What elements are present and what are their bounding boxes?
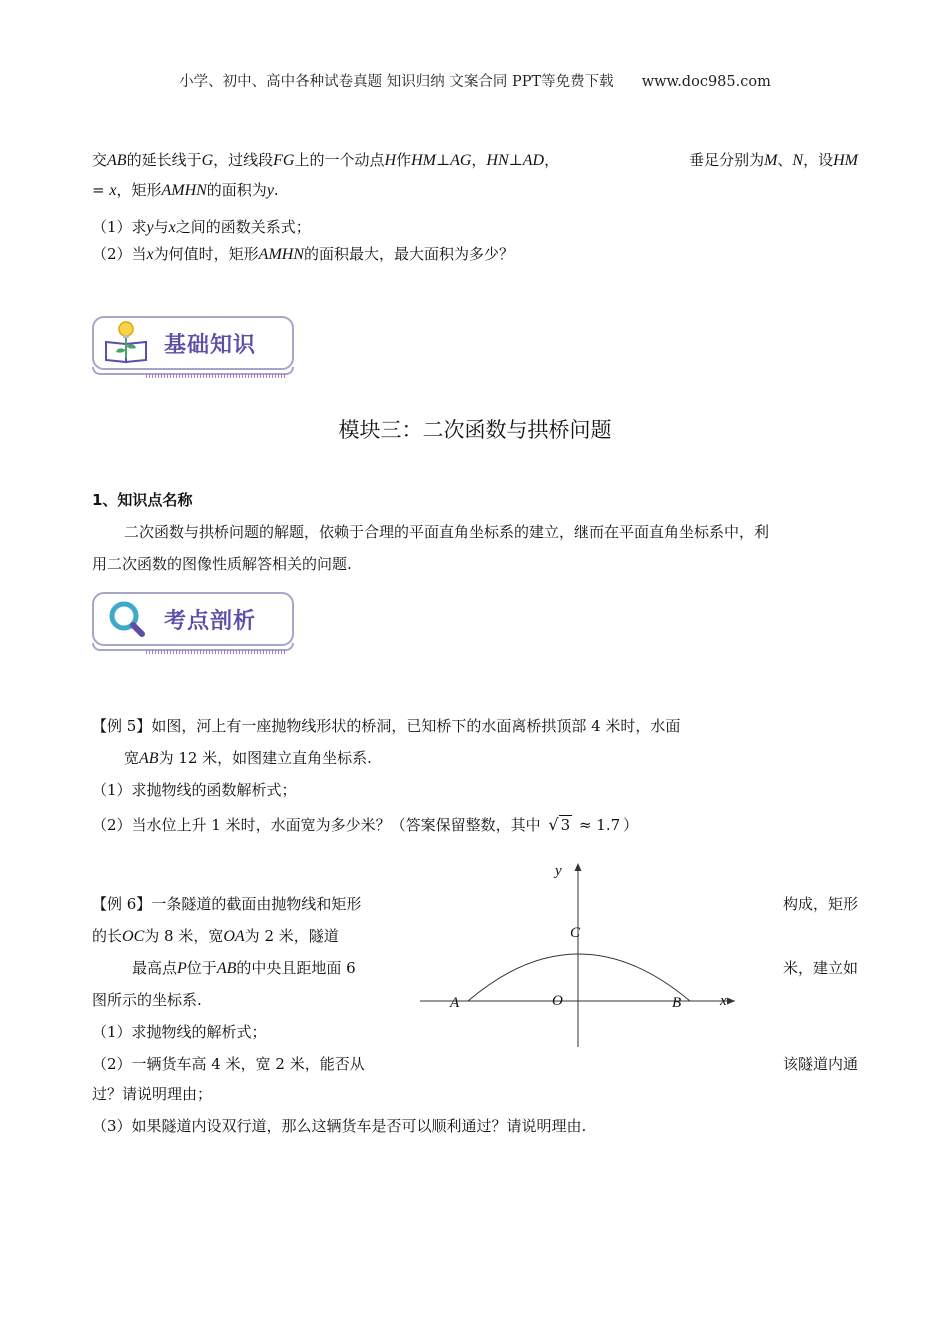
label-A: A xyxy=(450,995,460,1011)
prev-problem-q1: （1）求y与x之间的函数关系式； xyxy=(92,218,311,236)
section-paragraph-1: 二次函数与拱桥问题的解题，依赖于合理的平面直角坐标系的建立，继而在平面直角坐标系中，利 xyxy=(124,523,770,541)
banner-exam-analysis-label: 考点剖析 xyxy=(164,609,257,634)
example5-tag: 【例 5】 xyxy=(92,717,152,735)
page-header xyxy=(0,70,950,91)
example6-q1: （1）求抛物线的解析式； xyxy=(92,1023,267,1041)
banner-basic-knowledge xyxy=(92,316,297,376)
label-C: C xyxy=(570,925,581,941)
example5-line-1: 【例 5】如图，河上有一座抛物线形状的桥洞，已知桥下的水面离桥拱顶部 4 米时，水面 xyxy=(92,717,681,735)
prev-problem-line-2: = x，矩形AMHN的面积为y. xyxy=(92,181,279,199)
label-x: x xyxy=(720,993,727,1009)
example5-q2: （2）当水位上升 1 米时，水面宽为多少米？（答案保留整数，其中 √ 3 ≈ 1.7 ） xyxy=(92,815,639,834)
example6-line-3-left: 最高点P位于AB的中央且距地面 6 xyxy=(132,959,356,977)
example6-q2-cont: 过？请说明理由； xyxy=(92,1085,213,1103)
example6-q2-left: （2）一辆货车高 4 米，宽 2 米，能否从 xyxy=(92,1055,365,1073)
lightbulb-book-icon xyxy=(102,320,152,366)
magnifier-icon xyxy=(102,596,152,642)
header-url[interactable]: www.doc985.com xyxy=(641,74,771,90)
parabola-figure xyxy=(410,855,750,1055)
example6-line-3-right: 米，建立如 xyxy=(782,959,858,977)
banner-basic-knowledge-label: 基础知识 xyxy=(164,333,257,358)
example6-line-1-right: 构成，矩形 xyxy=(782,895,858,913)
example6-line-1-left: 【例 6】一条隧道的截面由抛物线和矩形 xyxy=(92,895,362,913)
header-text: 小学、初中、高中各种试卷真题 知识归纳 文案合同 PPT等免费下载 xyxy=(179,74,614,90)
banner-exam-analysis xyxy=(92,592,297,652)
example6-line-2: 的长OC为 8 米，宽OA为 2 米，隧道 xyxy=(92,927,339,945)
example6-q3: （3）如果隧道内设双行道，那么这辆货车是否可以顺利通过？请说明理由. xyxy=(92,1117,587,1135)
example5-line-2: 宽AB为 12 米，如图建立直角坐标系. xyxy=(124,749,372,767)
module-title: 模块三：二次函数与拱桥问题 xyxy=(338,418,612,442)
parabola-curve xyxy=(468,954,690,1001)
prev-problem-line-1-right: 垂足分别为M、N，设HM xyxy=(689,151,858,169)
section-heading: 1、知识点名称 xyxy=(92,491,193,509)
x-axis-arrow xyxy=(727,998,735,1005)
label-y: y xyxy=(555,863,562,879)
example6-tag: 【例 6】 xyxy=(92,895,152,913)
sqrt-expression: √ 3 ≈ 1.7 xyxy=(548,815,621,834)
prev-problem-q2: （2）当x为何值时，矩形AMHN的面积最大，最大面积为多少？ xyxy=(92,245,515,263)
label-O: O xyxy=(552,993,563,1009)
prev-problem-line-1: 交AB的延长线于G，过线段FG上的一个动点H作HM⊥AG，HN⊥AD， xyxy=(92,151,560,169)
example5-q1: （1）求抛物线的函数解析式； xyxy=(92,781,297,799)
label-B: B xyxy=(672,995,682,1011)
example6-line-4: 图所示的坐标系. xyxy=(92,991,202,1009)
section-paragraph-2: 用二次函数的图像性质解答相关的问题. xyxy=(92,555,352,573)
y-axis-arrow xyxy=(575,863,582,871)
example6-q2-right: 该隧道内通 xyxy=(782,1055,858,1073)
